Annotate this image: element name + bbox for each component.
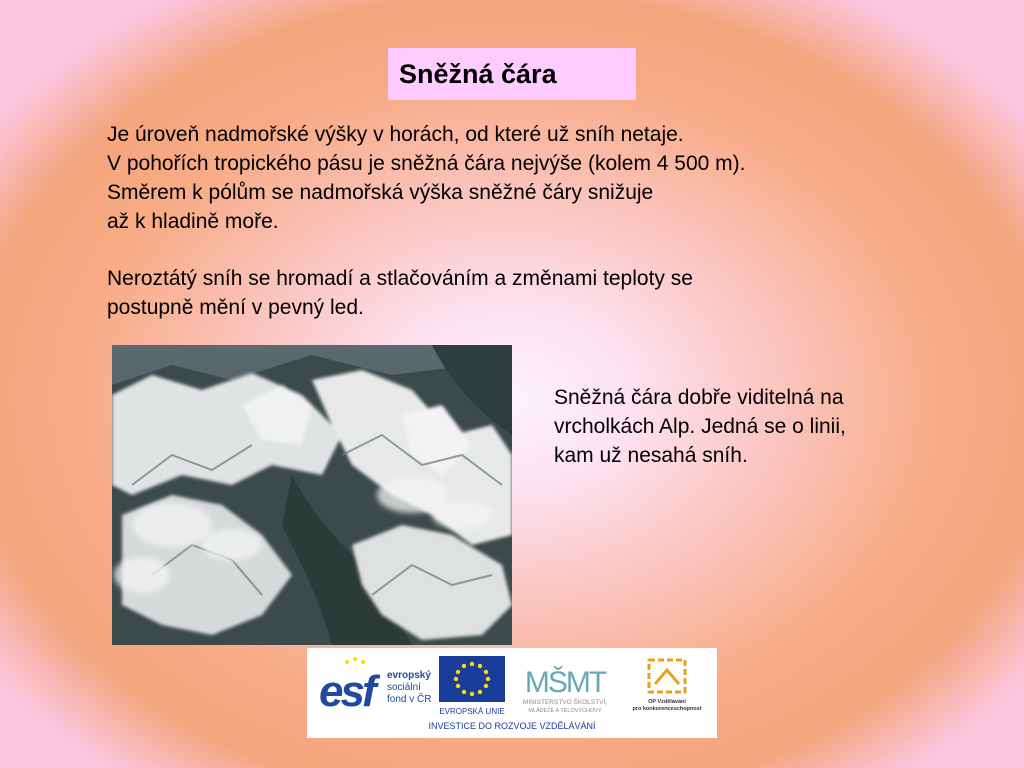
msmt-text-line: MINISTERSTVO ŠKOLSTVÍ, bbox=[522, 699, 608, 706]
op-text-line: pro konkurenceschopnost bbox=[632, 706, 702, 712]
paragraph-line: V pohořích tropického pásu je sněžná čára nejvýše (kolem 4 500 m). bbox=[107, 152, 746, 175]
paragraph-line: Směrem k pólům se nadmořská výška sněžné čáry snižuje bbox=[107, 181, 654, 204]
paragraph-line: Je úroveň nadmořské výšky v horách, od které už sníh netaje. bbox=[107, 123, 684, 146]
op-text-line: OP Vzdělávání bbox=[648, 699, 686, 705]
title-box bbox=[388, 48, 636, 100]
esf-text-line: evropský bbox=[387, 670, 431, 681]
caption-line: vrcholkách Alp. Jedná se o linii, bbox=[554, 415, 846, 438]
funding-logos-banner bbox=[307, 648, 717, 738]
esf-mark: esf bbox=[319, 667, 374, 716]
caption-line: Sněžná čára dobře viditelná na bbox=[554, 386, 844, 409]
paragraph-line: až k hladině moře. bbox=[107, 210, 279, 233]
paragraph-line: Neroztátý sníh se hromadí a stlačováním a změnami teploty se bbox=[107, 267, 693, 290]
msmt-mark: MŠMT bbox=[524, 666, 606, 699]
photo-caption bbox=[554, 383, 846, 470]
slogan-text: INVESTICE DO ROZVOJE VZDĚLÁVÁNÍ bbox=[428, 721, 596, 731]
op-logo bbox=[632, 660, 701, 712]
esf-text-line: sociální bbox=[387, 682, 421, 693]
paragraph-glacier-ice bbox=[107, 264, 693, 322]
msmt-logo bbox=[523, 665, 607, 714]
msmt-text-line: MLÁDEŽE A TĚLOVÝCHOVY bbox=[528, 708, 602, 714]
paragraph-line: postupně mění v pevný led. bbox=[107, 296, 364, 319]
logos-strip bbox=[307, 648, 717, 738]
slide-title: Sněžná čára bbox=[399, 58, 557, 89]
caption-line: kam už nesahá sníh. bbox=[554, 444, 748, 467]
mountain-photo-illustration bbox=[112, 345, 512, 645]
alps-photo bbox=[112, 345, 512, 645]
esf-text-line: fond v ČR bbox=[387, 694, 432, 705]
eu-text: EVROPSKÁ UNIE bbox=[439, 707, 505, 716]
eu-logo bbox=[439, 656, 505, 716]
esf-logo bbox=[317, 655, 431, 716]
op-frame-icon bbox=[649, 660, 685, 692]
paragraph-definition bbox=[107, 120, 746, 236]
